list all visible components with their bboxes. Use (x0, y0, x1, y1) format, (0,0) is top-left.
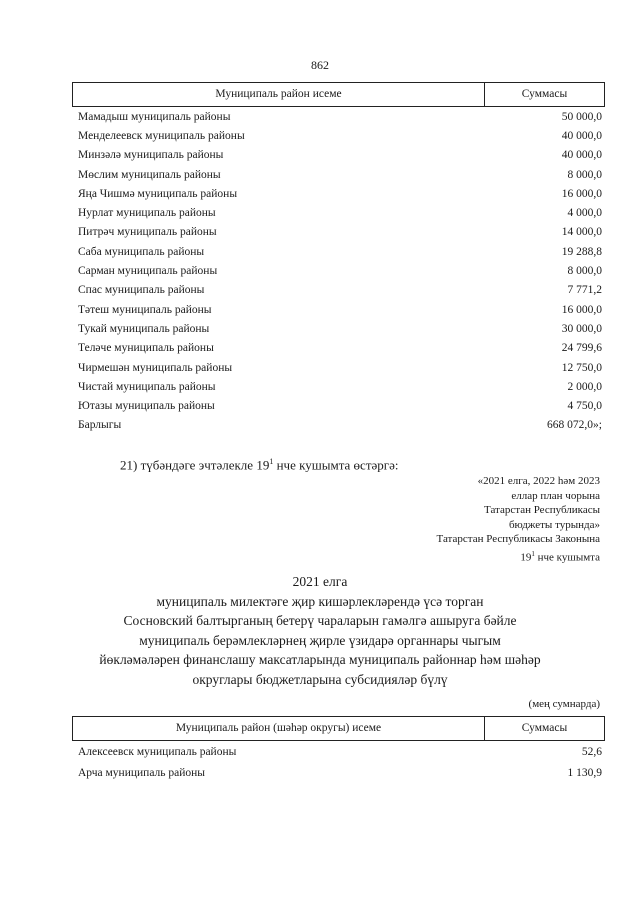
table1-header-name: Муниципаль район исеме (73, 83, 485, 106)
row-name: Чирмешән муниципаль районы (78, 361, 233, 374)
stamp-appendix-text: нче кушымта (534, 551, 600, 564)
row-name: Минзәлә муниципаль районы (78, 149, 224, 162)
row-name: Менделеевск муниципаль районы (78, 129, 245, 142)
stamp-line: «2021 елга, 2022 һәм 2023 (477, 475, 600, 487)
table-row (78, 762, 602, 783)
row-amount: 16 000,0 (561, 303, 602, 316)
row-amount: 2 000,0 (567, 380, 602, 393)
row-name: Теләче муниципаль районы (78, 342, 214, 355)
row-name: Мамадыш муниципаль районы (78, 110, 231, 123)
title-line: муниципаль милектәге җир кишәрлекләрендә үсә торган (156, 593, 484, 609)
row-amount: 19 288,8 (561, 245, 602, 258)
title-line: округлары бюджетларына субсидияләр бүлү (192, 671, 448, 687)
row-name: Барлыгы (78, 419, 122, 432)
table-total-row (78, 416, 602, 435)
table-row (78, 261, 602, 280)
stamp-line: еллар план чорына (511, 489, 600, 502)
table-row (78, 300, 602, 319)
table2-header-sum: Суммасы (521, 722, 568, 734)
stamp-line: бюджеты турында» (508, 518, 600, 531)
row-name: Арча муниципаль районы (78, 766, 206, 779)
row-name: Мөслим муниципаль районы (78, 168, 221, 181)
row-amount: 4 000,0 (567, 207, 602, 220)
stamp-appendix-number: 19 (520, 551, 532, 564)
row-amount: 40 000,0 (561, 129, 602, 142)
table-row (78, 339, 602, 358)
row-name: Спас муниципаль районы (78, 284, 205, 297)
row-amount: 52,6 (581, 745, 602, 758)
table-row (78, 396, 602, 415)
row-amount: 1 130,9 (567, 766, 602, 779)
table1-header (72, 82, 605, 107)
row-name: Нурлат муниципаль районы (78, 207, 216, 220)
row-amount: 50 000,0 (561, 110, 602, 123)
table-row (78, 358, 602, 377)
row-amount: 40 000,0 (561, 149, 602, 162)
row-amount: 8 000,0 (567, 265, 602, 278)
title-line: Сосновский балтырганың бетерү чараларын гамәлгә ашыруга бәйле (123, 613, 517, 628)
row-amount: 12 750,0 (561, 361, 602, 374)
row-amount: 668 072,0»; (547, 419, 602, 432)
table-row (78, 165, 602, 184)
table-row (78, 184, 602, 203)
item-21-sup: 1 (269, 457, 274, 466)
appendix-reference (340, 474, 600, 565)
row-amount: 24 799,6 (561, 342, 602, 355)
row-amount: 14 000,0 (561, 226, 602, 239)
row-name: Ютазы муниципаль районы (78, 400, 215, 413)
table-row (78, 126, 602, 145)
item-21-prefix: 21) түбәндәге эчтәлекле 19 (120, 457, 270, 473)
stamp-line: Татарстан Республикасы Законына (436, 533, 600, 545)
table-row (78, 377, 602, 396)
table-row (78, 107, 602, 126)
row-name: Саба муниципаль районы (78, 245, 205, 258)
title-line: муниципаль берәмлекләрнең җирле үзидарә органнары чыгым (139, 632, 501, 648)
row-name: Яңа Чишмә муниципаль районы (78, 187, 238, 200)
row-name: Сарман муниципаль районы (78, 265, 218, 278)
table-row (78, 281, 602, 300)
row-amount: 30 000,0 (561, 322, 602, 335)
section-title (0, 572, 640, 689)
table-row (78, 242, 602, 261)
stamp-line: Татарстан Республикасы (484, 504, 600, 516)
table-row (78, 223, 602, 242)
page-number: 862 (311, 58, 329, 72)
row-amount: 4 750,0 (567, 400, 602, 413)
table-row (78, 146, 602, 165)
row-name: Тәтеш муниципаль районы (78, 303, 212, 316)
table2-header-name: Муниципаль район (шәһәр округы) исеме (73, 717, 485, 740)
table-row (78, 319, 602, 338)
row-name: Питрәч муниципаль районы (78, 226, 217, 239)
row-amount: 16 000,0 (561, 187, 602, 200)
row-amount: 8 000,0 (567, 168, 602, 181)
title-line: йөкләмәләрен финанслашу максатларында муниципаль районнар һәм шәһәр (99, 652, 541, 667)
row-name: Алексеевск муниципаль районы (78, 745, 237, 758)
table-row (78, 203, 602, 222)
table2-body (78, 741, 602, 783)
stamp-appendix-sup: 1 (531, 549, 535, 558)
stamp-line (340, 547, 600, 565)
units-note: (мең сумнарда) (528, 698, 600, 710)
table1-header-sum: Суммасы (521, 88, 568, 100)
table-row (78, 741, 602, 762)
title-year: 2021 елга (292, 574, 348, 589)
row-name: Тукай муниципаль районы (78, 322, 210, 335)
table1-body (78, 107, 602, 435)
row-name: Чистай муниципаль районы (78, 380, 216, 393)
row-amount: 7 771,2 (567, 284, 602, 297)
table2-header (72, 716, 605, 741)
item-21-suffix: нче кушымта өстәргә: (273, 457, 399, 473)
item-21-instruction (120, 457, 399, 473)
